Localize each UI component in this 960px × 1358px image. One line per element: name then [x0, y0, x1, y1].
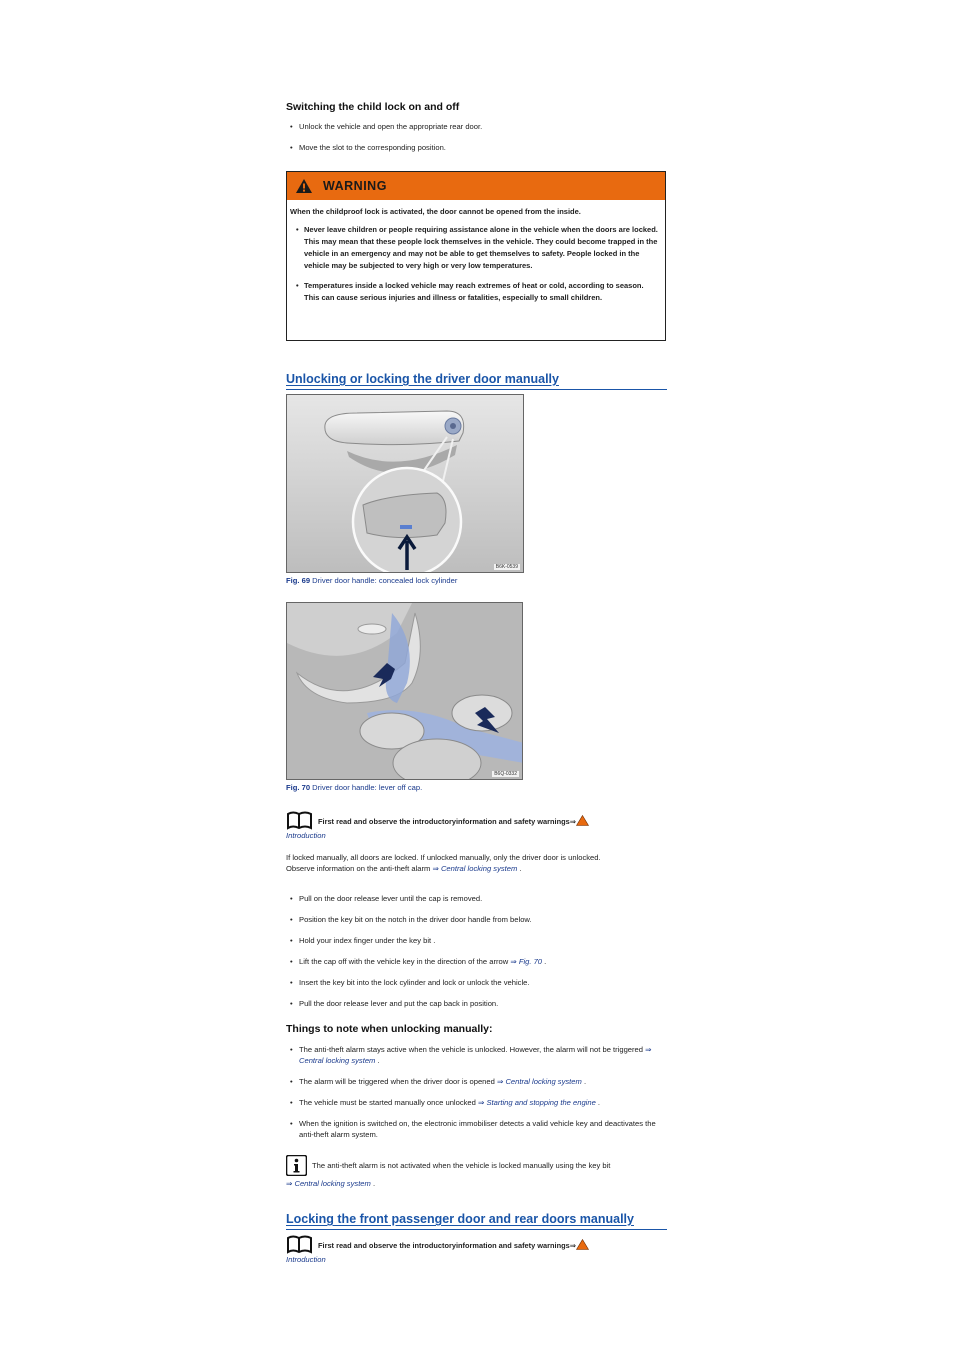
- door-handle-illustration: [287, 395, 524, 573]
- list-item-end: .: [581, 1077, 587, 1086]
- introduction-link[interactable]: Introduction: [286, 831, 326, 840]
- list-item: [290, 1044, 659, 1066]
- child-lock-steps: [290, 121, 668, 153]
- list-item-text: Lift the cap off with the vehicle key in the direction of the arrow: [299, 957, 511, 966]
- central-locking-link[interactable]: ⇒ Central locking system: [286, 1179, 371, 1188]
- section-title-driver-door: [286, 370, 667, 390]
- child-lock-heading: Switching the child lock on and off: [286, 101, 460, 113]
- body-line-text: Observe information on the anti-theft alarm: [286, 864, 433, 873]
- list-item-text: The anti-theft alarm stays active when the vehicle is unlocked. However, the alarm will not be triggered: [299, 1045, 646, 1054]
- body-text: [286, 852, 668, 874]
- list-item: • When the ignition is switched on, the electronic immobiliser detects a valid vehicle key and deactivates the anti-theft alarm system.: [290, 1118, 659, 1140]
- figure-caption-text: Driver door handle: lever off cap.: [310, 783, 423, 792]
- things-to-note-heading: Things to note when unlocking manually:: [286, 1023, 493, 1035]
- body-line: [286, 863, 668, 874]
- warning-header: [287, 172, 665, 200]
- first-read-text: First read and observe the introductoryinformation and safety warnings⇒: [318, 817, 576, 826]
- book-icon: [286, 810, 313, 830]
- list-item: • Unlock the vehicle and open the appropriate rear door.: [290, 121, 668, 132]
- warning-triangle-icon: [576, 1239, 589, 1250]
- list-item-end: .: [595, 1098, 601, 1107]
- body-line: If locked manually, all doors are locked. If unlocked manually, only the driver door is unlocked.: [286, 853, 601, 862]
- figure-70-caption: [286, 783, 422, 792]
- section-title-text: Locking the front passenger door and rear doors manually: [286, 1212, 634, 1226]
- warning-box: [286, 171, 666, 341]
- warning-intro: When the childproof lock is activated, the door cannot be opened from the inside.: [290, 207, 581, 216]
- first-read-note: [318, 815, 668, 827]
- warning-triangle-icon: [295, 178, 313, 194]
- list-item: • Move the slot to the corresponding position.: [290, 142, 668, 153]
- list-item-text: The alarm will be triggered when the driver door is opened: [299, 1077, 497, 1086]
- central-locking-link[interactable]: ⇒ Central locking system: [299, 1045, 652, 1065]
- central-locking-link[interactable]: ⇒ Central locking system: [496, 1077, 582, 1086]
- warning-triangle-icon: [576, 815, 589, 826]
- list-item: • Pull the door release lever and put the cap back in position.: [290, 998, 668, 1009]
- info-note-text: The anti-theft alarm is not activated when the vehicle is locked manually using the key bit: [312, 1161, 611, 1170]
- driver-door-steps: [290, 893, 668, 1009]
- central-locking-link[interactable]: ⇒ Central locking system: [432, 864, 518, 873]
- introduction-link[interactable]: Introduction: [286, 1255, 326, 1264]
- door-lever-illustration: [287, 603, 523, 780]
- list-item: • Position the key bit on the notch in the driver door handle from below.: [290, 914, 668, 925]
- section-title-text: Unlocking or locking the driver door manually: [286, 372, 559, 386]
- list-item: • Pull on the door release lever until the cap is removed.: [290, 893, 668, 904]
- first-read-note: [318, 1239, 668, 1251]
- body-line-end: .: [517, 864, 522, 873]
- starting-engine-link[interactable]: ⇒ Starting and stopping the engine: [477, 1098, 596, 1107]
- list-item-end: .: [375, 1056, 380, 1065]
- warning-item: • Never leave children or people requiring assistance alone in the vehicle when the doors are locked. This may mean that these people lock themselves in the vehicle. They could become trapped in the vehicle in an emergency and may not be able to get themselves to safety. People locked in the vehicle may be subjected to very high or very low temperatures.: [290, 224, 661, 272]
- list-item: [290, 956, 668, 967]
- figure-70-image: [286, 602, 523, 780]
- warning-title: WARNING: [323, 179, 387, 193]
- book-icon: [286, 1234, 313, 1254]
- figure-label: Fig. 70: [286, 783, 311, 792]
- figure-caption-text: Driver door handle: concealed lock cylinder: [310, 576, 458, 585]
- figure-69-image: [286, 394, 524, 573]
- figure-code: B6Q-0332: [494, 771, 517, 777]
- list-item: [290, 1076, 668, 1087]
- warning-item: • Temperatures inside a locked vehicle may reach extremes of heat or cold, according to season. This can cause serious injuries and illness or fatalities, especially to small children.: [290, 280, 661, 304]
- section-title-front-passenger: [286, 1210, 667, 1230]
- list-item: [290, 1097, 668, 1108]
- info-note-link-line: [286, 1178, 668, 1189]
- info-note-end: .: [370, 1179, 376, 1188]
- figure-69-caption: [286, 576, 457, 585]
- list-item: • Insert the key bit into the lock cylinder and lock or unlock the vehicle.: [290, 977, 668, 988]
- list-item: • Hold your index finger under the key bit .: [290, 935, 668, 946]
- info-icon: [286, 1155, 307, 1176]
- figure-label: Fig. 69: [286, 576, 311, 585]
- list-item-text: The vehicle must be started manually once unlocked: [299, 1098, 478, 1107]
- things-to-note-list: [290, 1044, 668, 1140]
- list-item-end: .: [542, 957, 547, 966]
- fig-70-link[interactable]: ⇒ Fig. 70: [510, 957, 543, 966]
- figure-code: B6K-0539: [495, 564, 518, 570]
- first-read-text: First read and observe the introductoryinformation and safety warnings⇒: [318, 1241, 576, 1250]
